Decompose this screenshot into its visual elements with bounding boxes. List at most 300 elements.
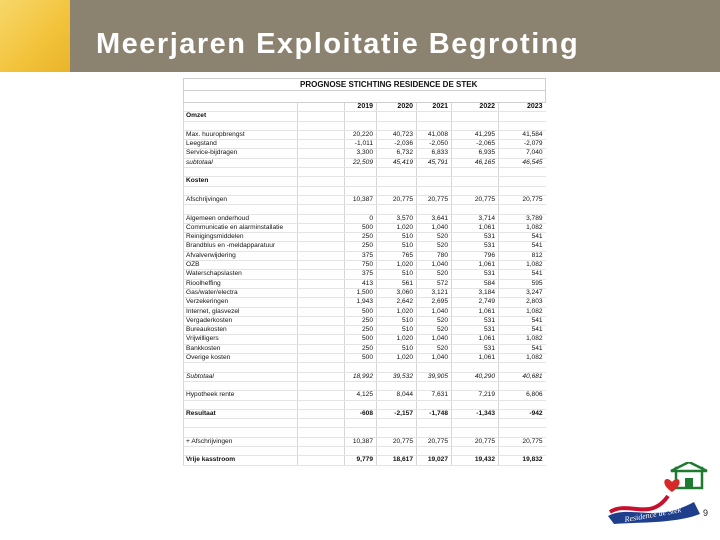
value-cell: 6,833 xyxy=(417,149,452,158)
table-row xyxy=(184,446,546,455)
row-label: Bureaukosten xyxy=(184,326,298,335)
budget-table xyxy=(183,78,546,466)
row-gap xyxy=(298,428,345,437)
value-cell: 39,905 xyxy=(417,372,452,381)
table-row xyxy=(184,242,546,251)
value-cell: 41,008 xyxy=(417,130,452,139)
value-cell: 3,570 xyxy=(377,214,417,223)
table-row xyxy=(184,195,546,204)
row-gap xyxy=(298,214,345,223)
row-label xyxy=(184,400,298,409)
table-row xyxy=(184,223,546,232)
table-row xyxy=(184,326,546,335)
row-label: Bankkosten xyxy=(184,344,298,353)
value-cell: 1,082 xyxy=(499,354,546,363)
table-row xyxy=(184,251,546,260)
row-gap xyxy=(298,130,345,139)
value-cell: 18,992 xyxy=(345,372,377,381)
row-label xyxy=(184,205,298,214)
table-row xyxy=(184,186,546,195)
row-label: Rioolheffing xyxy=(184,279,298,288)
value-cell: 250 xyxy=(345,326,377,335)
value-cell xyxy=(499,446,546,455)
value-cell: 250 xyxy=(345,316,377,325)
year-header: 2020 xyxy=(377,103,417,112)
value-cell xyxy=(377,428,417,437)
value-cell: 1,082 xyxy=(499,307,546,316)
value-cell: 541 xyxy=(499,316,546,325)
row-label: Reinigingsmiddelen xyxy=(184,233,298,242)
value-cell xyxy=(345,419,377,428)
row-label: Brandblus en -meldapparatuur xyxy=(184,242,298,251)
row-gap xyxy=(298,251,345,260)
value-cell: 6,935 xyxy=(452,149,499,158)
table-row xyxy=(184,158,546,167)
value-cell xyxy=(499,363,546,372)
table-row xyxy=(184,288,546,297)
row-label: Algemeen onderhoud xyxy=(184,214,298,223)
value-cell: 20,775 xyxy=(452,195,499,204)
value-cell: 520 xyxy=(417,344,452,353)
row-gap xyxy=(298,261,345,270)
value-cell: -942 xyxy=(499,409,546,418)
row-gap xyxy=(298,186,345,195)
value-cell: 1,061 xyxy=(452,307,499,316)
table-row xyxy=(184,121,546,130)
row-gap xyxy=(298,326,345,335)
value-cell: 1,040 xyxy=(417,335,452,344)
value-cell: 250 xyxy=(345,344,377,353)
value-cell: 531 xyxy=(452,316,499,325)
row-label xyxy=(184,168,298,177)
value-cell xyxy=(377,168,417,177)
value-cell: 531 xyxy=(452,344,499,353)
row-label: Hypotheek rente xyxy=(184,391,298,400)
value-cell xyxy=(452,428,499,437)
slide-title: Meerjaren Exploitatie Begroting xyxy=(96,28,580,60)
table-row xyxy=(184,363,546,372)
value-cell: -2,079 xyxy=(499,140,546,149)
value-cell: 1,061 xyxy=(452,335,499,344)
value-cell xyxy=(345,186,377,195)
spreadsheet xyxy=(183,78,545,506)
row-label xyxy=(184,363,298,372)
value-cell: 500 xyxy=(345,354,377,363)
table-row xyxy=(184,428,546,437)
value-cell: 413 xyxy=(345,279,377,288)
value-cell: 531 xyxy=(452,326,499,335)
table-row xyxy=(184,130,546,139)
value-cell: 510 xyxy=(377,242,417,251)
row-label: Verzekeringen xyxy=(184,298,298,307)
value-cell: 39,532 xyxy=(377,372,417,381)
table-row xyxy=(184,400,546,409)
value-cell xyxy=(417,363,452,372)
row-label xyxy=(184,446,298,455)
table-row xyxy=(184,344,546,353)
value-cell xyxy=(417,121,452,130)
value-cell: 40,681 xyxy=(499,372,546,381)
value-cell: 9,779 xyxy=(345,456,377,465)
row-label: Kosten xyxy=(184,177,298,186)
value-cell: 541 xyxy=(499,233,546,242)
value-cell: 46,165 xyxy=(452,158,499,167)
row-label: subtotaal xyxy=(184,158,298,167)
value-cell: 250 xyxy=(345,242,377,251)
value-cell: 3,300 xyxy=(345,149,377,158)
value-cell: 40,290 xyxy=(452,372,499,381)
table-row xyxy=(184,354,546,363)
value-cell xyxy=(499,121,546,130)
value-cell xyxy=(345,177,377,186)
row-label: Gas/water/electra xyxy=(184,288,298,297)
year-header: 2023 xyxy=(499,103,546,112)
row-label: Communicatie en alarminstallatie xyxy=(184,223,298,232)
value-cell: 6,732 xyxy=(377,149,417,158)
table-row xyxy=(184,149,546,158)
table-row xyxy=(184,316,546,325)
value-cell: 1,020 xyxy=(377,223,417,232)
value-cell: 510 xyxy=(377,316,417,325)
value-cell: 584 xyxy=(452,279,499,288)
value-cell xyxy=(377,446,417,455)
value-cell xyxy=(452,446,499,455)
value-cell xyxy=(345,428,377,437)
row-gap xyxy=(298,344,345,353)
value-cell: 20,775 xyxy=(499,437,546,446)
value-cell: 2,642 xyxy=(377,298,417,307)
value-cell: 1,040 xyxy=(417,261,452,270)
value-cell: 3,060 xyxy=(377,288,417,297)
value-cell: 20,775 xyxy=(417,195,452,204)
row-gap xyxy=(298,363,345,372)
value-cell xyxy=(452,121,499,130)
year-header: 2022 xyxy=(452,103,499,112)
sheet-title: PROGNOSE STICHTING RESIDENCE DE STEK xyxy=(184,79,546,91)
value-cell xyxy=(417,186,452,195)
row-label: Afvalverwijdering xyxy=(184,251,298,260)
value-cell: -2,157 xyxy=(377,409,417,418)
value-cell xyxy=(452,186,499,195)
value-cell: 250 xyxy=(345,233,377,242)
value-cell: 41,295 xyxy=(452,130,499,139)
value-cell: 561 xyxy=(377,279,417,288)
value-cell xyxy=(452,168,499,177)
value-cell: 20,220 xyxy=(345,130,377,139)
row-label: Waterschapslasten xyxy=(184,270,298,279)
value-cell xyxy=(499,205,546,214)
table-row xyxy=(184,168,546,177)
value-cell: 3,789 xyxy=(499,214,546,223)
value-cell xyxy=(499,381,546,390)
value-cell: 7,631 xyxy=(417,391,452,400)
value-cell: -2,050 xyxy=(417,140,452,149)
value-cell xyxy=(377,186,417,195)
logo-house-door xyxy=(685,478,693,488)
row-gap xyxy=(298,149,345,158)
value-cell: 1,040 xyxy=(417,307,452,316)
value-cell xyxy=(417,419,452,428)
value-cell xyxy=(377,205,417,214)
value-cell xyxy=(377,177,417,186)
value-cell xyxy=(499,177,546,186)
table-row xyxy=(184,419,546,428)
value-cell: 3,714 xyxy=(452,214,499,223)
row-gap xyxy=(298,316,345,325)
row-gap xyxy=(298,372,345,381)
value-cell xyxy=(452,400,499,409)
value-cell: 510 xyxy=(377,270,417,279)
logo-house-roof xyxy=(671,462,707,471)
value-cell: 520 xyxy=(417,316,452,325)
value-cell: 510 xyxy=(377,233,417,242)
value-cell: 0 xyxy=(345,214,377,223)
row-label: Vrije kasstroom xyxy=(184,456,298,465)
value-cell: -1,011 xyxy=(345,140,377,149)
table-row xyxy=(184,437,546,446)
row-label: Resultaat xyxy=(184,409,298,418)
row-gap xyxy=(298,335,345,344)
table-row xyxy=(184,307,546,316)
value-cell: 1,943 xyxy=(345,298,377,307)
value-cell: 1,061 xyxy=(452,223,499,232)
value-cell: 3,184 xyxy=(452,288,499,297)
year-header: 2021 xyxy=(417,103,452,112)
row-label: Omzet xyxy=(184,112,298,121)
value-cell: 500 xyxy=(345,335,377,344)
row-gap xyxy=(298,121,345,130)
table-row xyxy=(184,112,546,121)
value-cell: 6,806 xyxy=(499,391,546,400)
table-row xyxy=(184,177,546,186)
value-cell xyxy=(499,428,546,437)
value-cell xyxy=(417,446,452,455)
header-spacer-row xyxy=(184,91,546,103)
logo-text: Residence de Stek xyxy=(623,505,682,524)
row-gap xyxy=(298,307,345,316)
budget-table-body xyxy=(184,79,546,466)
value-cell: 1,020 xyxy=(377,307,417,316)
value-cell: 20,775 xyxy=(417,437,452,446)
value-cell xyxy=(345,121,377,130)
value-cell: 20,775 xyxy=(452,437,499,446)
value-cell: 1,040 xyxy=(417,223,452,232)
value-cell: 510 xyxy=(377,344,417,353)
value-cell: 2,803 xyxy=(499,298,546,307)
row-label: Overige kosten xyxy=(184,354,298,363)
row-gap xyxy=(298,446,345,455)
value-cell xyxy=(377,400,417,409)
value-cell xyxy=(377,363,417,372)
table-row xyxy=(184,140,546,149)
value-cell: 1,500 xyxy=(345,288,377,297)
table-row xyxy=(184,233,546,242)
value-cell: 19,832 xyxy=(499,456,546,465)
value-cell: 3,121 xyxy=(417,288,452,297)
row-label: Leegstand xyxy=(184,140,298,149)
value-cell xyxy=(345,168,377,177)
table-row xyxy=(184,214,546,223)
value-cell xyxy=(417,381,452,390)
value-cell: 20,775 xyxy=(377,195,417,204)
value-cell: 3,247 xyxy=(499,288,546,297)
value-cell: 7,219 xyxy=(452,391,499,400)
value-cell: 1,082 xyxy=(499,261,546,270)
value-cell xyxy=(417,112,452,121)
value-cell: 375 xyxy=(345,270,377,279)
value-cell xyxy=(452,112,499,121)
value-cell: 1,040 xyxy=(417,354,452,363)
row-gap xyxy=(298,158,345,167)
value-cell xyxy=(499,168,546,177)
row-gap xyxy=(298,391,345,400)
value-cell: 18,617 xyxy=(377,456,417,465)
row-gap xyxy=(298,419,345,428)
row-label: Service-bijdragen xyxy=(184,149,298,158)
value-cell xyxy=(452,381,499,390)
value-cell: 2,695 xyxy=(417,298,452,307)
value-cell: 812 xyxy=(499,251,546,260)
value-cell: 4,125 xyxy=(345,391,377,400)
row-gap xyxy=(298,381,345,390)
value-cell: -2,036 xyxy=(377,140,417,149)
row-label xyxy=(184,186,298,195)
value-cell: 520 xyxy=(417,242,452,251)
value-cell xyxy=(377,121,417,130)
table-row xyxy=(184,279,546,288)
row-gap xyxy=(298,270,345,279)
row-label xyxy=(184,121,298,130)
table-row xyxy=(184,372,546,381)
value-cell: 765 xyxy=(377,251,417,260)
value-cell: 541 xyxy=(499,270,546,279)
value-cell: 520 xyxy=(417,233,452,242)
value-cell xyxy=(417,177,452,186)
year-header: 2019 xyxy=(345,103,377,112)
row-label: Vergaderkosten xyxy=(184,316,298,325)
row-gap xyxy=(298,354,345,363)
value-cell: 3,641 xyxy=(417,214,452,223)
value-cell: 1,020 xyxy=(377,261,417,270)
value-cell xyxy=(417,205,452,214)
value-cell: 10,387 xyxy=(345,195,377,204)
row-gap xyxy=(298,409,345,418)
table-row xyxy=(184,270,546,279)
value-cell: 45,419 xyxy=(377,158,417,167)
row-gap xyxy=(298,437,345,446)
value-cell: 796 xyxy=(452,251,499,260)
table-row xyxy=(184,381,546,390)
row-label: OZB xyxy=(184,261,298,270)
years-row xyxy=(184,103,546,112)
value-cell: 1,020 xyxy=(377,354,417,363)
value-cell xyxy=(499,400,546,409)
value-cell: 1,061 xyxy=(452,354,499,363)
logo-heart xyxy=(664,479,679,492)
value-cell: 572 xyxy=(417,279,452,288)
value-cell: 1,061 xyxy=(452,261,499,270)
table-row xyxy=(184,456,546,465)
row-gap xyxy=(298,233,345,242)
row-gap xyxy=(298,195,345,204)
value-cell: 1,020 xyxy=(377,335,417,344)
row-gap xyxy=(298,288,345,297)
page-number: 9 xyxy=(703,508,709,518)
value-cell: 531 xyxy=(452,233,499,242)
row-gap xyxy=(298,242,345,251)
value-cell xyxy=(377,381,417,390)
table-row xyxy=(184,298,546,307)
table-row xyxy=(184,261,546,270)
value-cell xyxy=(345,112,377,121)
row-label: + Afschrijvingen xyxy=(184,437,298,446)
table-row xyxy=(184,335,546,344)
value-cell: -1,748 xyxy=(417,409,452,418)
row-label: Internet, glasvezel xyxy=(184,307,298,316)
value-cell: 2,749 xyxy=(452,298,499,307)
value-cell xyxy=(417,428,452,437)
years-gap xyxy=(298,103,345,112)
value-cell xyxy=(499,112,546,121)
value-cell: 520 xyxy=(417,326,452,335)
value-cell: 19,027 xyxy=(417,456,452,465)
value-cell xyxy=(417,168,452,177)
value-cell: 510 xyxy=(377,326,417,335)
row-label: Afschrijvingen xyxy=(184,195,298,204)
row-gap xyxy=(298,205,345,214)
value-cell: 750 xyxy=(345,261,377,270)
value-cell: 541 xyxy=(499,242,546,251)
value-cell: 45,791 xyxy=(417,158,452,167)
value-cell: 595 xyxy=(499,279,546,288)
value-cell xyxy=(452,177,499,186)
row-gap xyxy=(298,223,345,232)
row-gap xyxy=(298,298,345,307)
value-cell: 46,545 xyxy=(499,158,546,167)
row-gap xyxy=(298,168,345,177)
row-gap xyxy=(298,140,345,149)
row-label xyxy=(184,428,298,437)
row-label xyxy=(184,381,298,390)
value-cell: 20,775 xyxy=(377,437,417,446)
row-gap xyxy=(298,279,345,288)
value-cell: 1,082 xyxy=(499,223,546,232)
value-cell xyxy=(345,400,377,409)
sheet-title-row xyxy=(184,79,546,91)
row-label xyxy=(184,419,298,428)
value-cell: 1,082 xyxy=(499,335,546,344)
row-gap xyxy=(298,400,345,409)
value-cell: 500 xyxy=(345,307,377,316)
residence-logo xyxy=(608,462,708,524)
row-label: Max. huuropbrengst xyxy=(184,130,298,139)
value-cell xyxy=(452,419,499,428)
value-cell: 19,432 xyxy=(452,456,499,465)
value-cell: 20,775 xyxy=(499,195,546,204)
value-cell: 780 xyxy=(417,251,452,260)
value-cell xyxy=(499,186,546,195)
value-cell: 8,044 xyxy=(377,391,417,400)
value-cell: -1,343 xyxy=(452,409,499,418)
title-accent-block xyxy=(0,0,70,72)
value-cell xyxy=(417,400,452,409)
value-cell: 500 xyxy=(345,223,377,232)
value-cell: 520 xyxy=(417,270,452,279)
value-cell: 40,723 xyxy=(377,130,417,139)
value-cell: 22,509 xyxy=(345,158,377,167)
row-label: Vrijwilligers xyxy=(184,335,298,344)
value-cell xyxy=(499,419,546,428)
